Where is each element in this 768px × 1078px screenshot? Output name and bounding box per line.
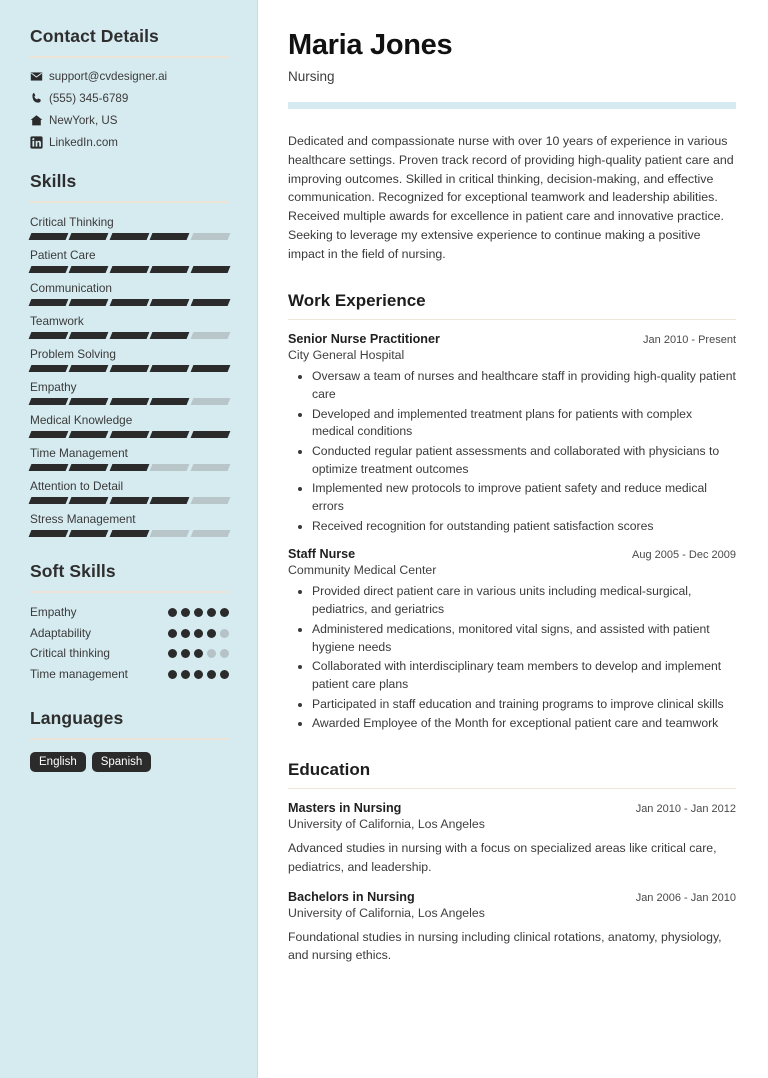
rating-dot <box>220 608 229 617</box>
contact-item-linkedin[interactable] <box>30 136 229 149</box>
rating-dot <box>207 670 216 679</box>
experience-header <box>288 332 736 346</box>
rating-dot <box>220 629 229 638</box>
header-accent-bar <box>288 102 736 109</box>
experience-bullet: • Awarded Employee of the Month for exceptional patient care and teamwork <box>312 715 736 733</box>
skill-label: Stress Management <box>30 512 136 526</box>
rating-dot <box>181 608 190 617</box>
experience-organization: Community Medical Center <box>288 563 437 578</box>
skill-segment <box>29 398 69 405</box>
skill-segment <box>190 233 230 240</box>
skill-segment <box>69 431 109 438</box>
rating-dot <box>181 649 190 658</box>
skill-segment <box>150 233 190 240</box>
rating-dot <box>207 608 216 617</box>
rating-dot <box>194 670 203 679</box>
skill-segment <box>29 266 69 273</box>
skill-segment <box>29 530 69 537</box>
experience-bullets <box>288 583 736 733</box>
work-experience-list <box>288 332 736 733</box>
experience-header <box>288 547 736 561</box>
skill-level-bar <box>30 332 229 339</box>
skill-segment <box>109 332 149 339</box>
education-list <box>288 801 736 964</box>
skill-segment <box>29 497 69 504</box>
skill-segment <box>150 299 190 306</box>
education-title: Bachelors in Nursing <box>288 889 415 904</box>
soft-skill-rating <box>168 646 229 658</box>
skill-segment <box>69 299 109 306</box>
rating-dot <box>168 608 177 617</box>
education-entry <box>288 890 736 964</box>
skill-segment <box>29 233 69 240</box>
soft-skill-item <box>30 605 229 620</box>
experience-bullet: • Developed and implemented treatment plans for patients with complex medical conditions <box>312 406 736 441</box>
skill-item <box>30 347 229 372</box>
rating-dot <box>181 629 190 638</box>
skill-segment <box>69 497 109 504</box>
linkedin-icon <box>30 136 49 149</box>
main-content <box>258 0 768 1078</box>
skill-segment <box>190 365 230 372</box>
skill-item <box>30 314 229 339</box>
education-organization: University of California, Los Angeles <box>288 817 485 832</box>
skill-segment <box>29 299 69 306</box>
contact-item-phone[interactable] <box>30 92 229 105</box>
phone-icon <box>30 92 49 105</box>
contact-value: support@cvdesigner.ai <box>49 70 168 83</box>
experience-bullet: • Conducted regular patient assessments and collaborated with physicians to optimize treatment outcomes <box>312 443 736 478</box>
education-organization: University of California, Los Angeles <box>288 905 485 920</box>
experience-bullet: • Provided direct patient care in various units including medical-surgical, pediatrics, and geriatrics <box>312 583 736 618</box>
section-divider <box>30 56 229 58</box>
rating-dot <box>168 629 177 638</box>
experience-bullet: • Received recognition for outstanding patient satisfaction scores <box>312 518 736 536</box>
rating-dot <box>194 608 203 617</box>
contact-heading: Contact Details <box>30 26 159 46</box>
skill-segment <box>150 332 190 339</box>
section-divider <box>288 319 736 321</box>
rating-dot <box>220 670 229 679</box>
section-divider <box>30 738 229 740</box>
skill-item <box>30 248 229 273</box>
skill-segment <box>109 299 149 306</box>
skill-segment <box>190 497 230 504</box>
skill-label: Problem Solving <box>30 347 116 361</box>
experience-entry <box>288 332 736 535</box>
experience-date: Jan 2010 - Present <box>643 334 736 347</box>
rating-dot <box>168 649 177 658</box>
skill-segment <box>29 464 69 471</box>
skill-label: Critical Thinking <box>30 215 114 229</box>
skill-level-bar <box>30 464 229 471</box>
skill-segment <box>69 233 109 240</box>
job-role: Nursing <box>288 68 335 84</box>
rating-dot <box>168 670 177 679</box>
skill-item <box>30 281 229 306</box>
soft-skill-label: Empathy <box>30 605 77 619</box>
skill-segment <box>109 365 149 372</box>
envelope-icon <box>30 70 49 83</box>
languages-heading: Languages <box>30 707 124 728</box>
rating-dot <box>207 629 216 638</box>
education-header <box>288 890 736 904</box>
contact-value: (555) 345-6789 <box>49 92 129 105</box>
skill-segment <box>190 332 230 339</box>
profile-summary: Dedicated and compassionate nurse with over 10 years of experience in various healthcare settings. Proven track record of providing high-quality patient care and improving outcomes. Skilled in critical thinking, decision-making, and effective communication. Recognized for exceptional teamwork and leadership abilities. Received multiple awards for excellence in patient care and innovative practice. Seeking to leverage my extensive experience to continue making a positive impact in the field of nursing. <box>288 133 734 261</box>
experience-bullet: • Oversaw a team of nurses and healthcare staff in providing high-quality patient care <box>312 368 736 403</box>
skill-item <box>30 512 229 537</box>
skill-label: Medical Knowledge <box>30 413 133 427</box>
language-tags <box>30 752 229 772</box>
section-divider <box>288 788 736 790</box>
contact-section <box>30 26 229 149</box>
soft-skills-list <box>30 605 229 682</box>
skill-segment <box>29 431 69 438</box>
contact-value: LinkedIn.com <box>49 136 118 149</box>
skill-label: Communication <box>30 281 112 295</box>
rating-dot <box>194 649 203 658</box>
education-date: Jan 2006 - Jan 2010 <box>635 891 736 904</box>
section-divider <box>30 591 229 593</box>
skill-segment <box>69 266 109 273</box>
skill-segment <box>109 266 149 273</box>
experience-bullet: • Participated in staff education and training programs to improve clinical skills <box>312 696 736 714</box>
skill-segment <box>109 398 149 405</box>
contact-item-location[interactable] <box>30 114 229 127</box>
soft-skills-section <box>30 561 229 682</box>
education-entry <box>288 801 736 875</box>
skill-segment <box>69 365 109 372</box>
experience-bullet: • Implemented new protocols to improve patient safety and reduce medical errors <box>312 480 736 515</box>
soft-skills-heading: Soft Skills <box>30 561 116 581</box>
education-title: Masters in Nursing <box>288 801 402 816</box>
language-tag[interactable]: Spanish <box>92 752 152 772</box>
skill-level-bar <box>30 431 229 438</box>
soft-skill-rating <box>168 626 229 638</box>
soft-skill-item <box>30 667 229 682</box>
rating-dot <box>181 670 190 679</box>
skill-segment <box>150 497 190 504</box>
skill-segment <box>190 530 230 537</box>
education-date: Jan 2010 - Jan 2012 <box>635 803 736 816</box>
skills-list <box>30 215 229 537</box>
skill-segment <box>150 398 190 405</box>
skill-label: Patient Care <box>30 248 96 262</box>
soft-skill-label: Adaptability <box>30 625 91 640</box>
skill-item <box>30 413 229 438</box>
language-tag[interactable]: English <box>30 752 86 772</box>
rating-dot <box>194 629 203 638</box>
soft-skill-item <box>30 646 229 661</box>
contact-value: NewYork, US <box>49 114 118 127</box>
work-experience-heading: Work Experience <box>288 290 426 310</box>
education-heading: Education <box>288 759 371 779</box>
contact-list <box>30 70 229 149</box>
experience-organization: City General Hospital <box>288 348 405 363</box>
skill-segment <box>150 431 190 438</box>
home-icon <box>30 114 49 127</box>
skill-segment <box>69 398 109 405</box>
soft-skill-rating <box>168 667 229 679</box>
skill-segment <box>29 332 69 339</box>
experience-bullet: • Collaborated with interdisciplinary team members to develop and implement patient care plans <box>312 658 736 693</box>
skill-segment <box>190 266 230 273</box>
languages-section <box>30 708 229 772</box>
experience-bullets <box>288 368 736 535</box>
soft-skill-item <box>30 626 229 641</box>
skill-level-bar <box>30 365 229 372</box>
skill-segment <box>150 464 190 471</box>
skill-segment <box>109 497 149 504</box>
skill-segment <box>190 398 230 405</box>
skill-label: Empathy <box>30 380 77 394</box>
skill-level-bar <box>30 266 229 273</box>
skill-segment <box>190 464 230 471</box>
education-description: Advanced studies in nursing with a focus on specialized areas like critical care, pediatrics, and leadership. <box>288 841 717 874</box>
education-description: Foundational studies in nursing including clinical rotations, anatomy, physiology, and nursing ethics. <box>288 929 722 963</box>
skill-level-bar <box>30 398 229 405</box>
skill-segment <box>109 464 149 471</box>
skill-segment <box>109 431 149 438</box>
soft-skill-label: Time management <box>30 667 128 682</box>
skill-level-bar <box>30 497 229 504</box>
skill-segment <box>190 431 230 438</box>
contact-item-email[interactable] <box>30 70 229 83</box>
skill-item <box>30 380 229 405</box>
soft-skill-rating <box>168 605 229 617</box>
skill-segment <box>69 332 109 339</box>
sidebar <box>0 0 258 1078</box>
soft-skill-label: Critical thinking <box>30 646 110 661</box>
skill-level-bar <box>30 233 229 240</box>
experience-entry <box>288 547 736 733</box>
skill-label: Attention to Detail <box>30 479 124 493</box>
skill-segment <box>29 365 69 372</box>
skill-level-bar <box>30 299 229 306</box>
skill-segment <box>150 530 190 537</box>
skill-label: Teamwork <box>30 314 84 328</box>
skill-segment <box>150 266 190 273</box>
skill-segment <box>190 299 230 306</box>
skill-item <box>30 446 229 471</box>
experience-bullet: • Administered medications, monitored vital signs, and assisted with patient hygiene needs <box>312 621 736 656</box>
skill-segment <box>69 464 109 471</box>
rating-dot <box>207 649 216 658</box>
skill-item <box>30 215 229 240</box>
skills-section <box>30 171 229 537</box>
skill-item <box>30 479 229 504</box>
skill-level-bar <box>30 530 229 537</box>
skill-segment <box>109 233 149 240</box>
experience-date: Aug 2005 - Dec 2009 <box>632 549 736 562</box>
skill-label: Time Management <box>30 446 128 460</box>
experience-title: Staff Nurse <box>288 547 356 562</box>
skills-heading: Skills <box>30 171 77 191</box>
skill-segment <box>69 530 109 537</box>
experience-title: Senior Nurse Practitioner <box>288 332 440 347</box>
section-divider <box>30 201 229 203</box>
education-header <box>288 801 736 815</box>
rating-dot <box>220 649 229 658</box>
skill-segment <box>109 530 149 537</box>
skill-segment <box>150 365 190 372</box>
page-title: Maria Jones <box>288 29 453 61</box>
